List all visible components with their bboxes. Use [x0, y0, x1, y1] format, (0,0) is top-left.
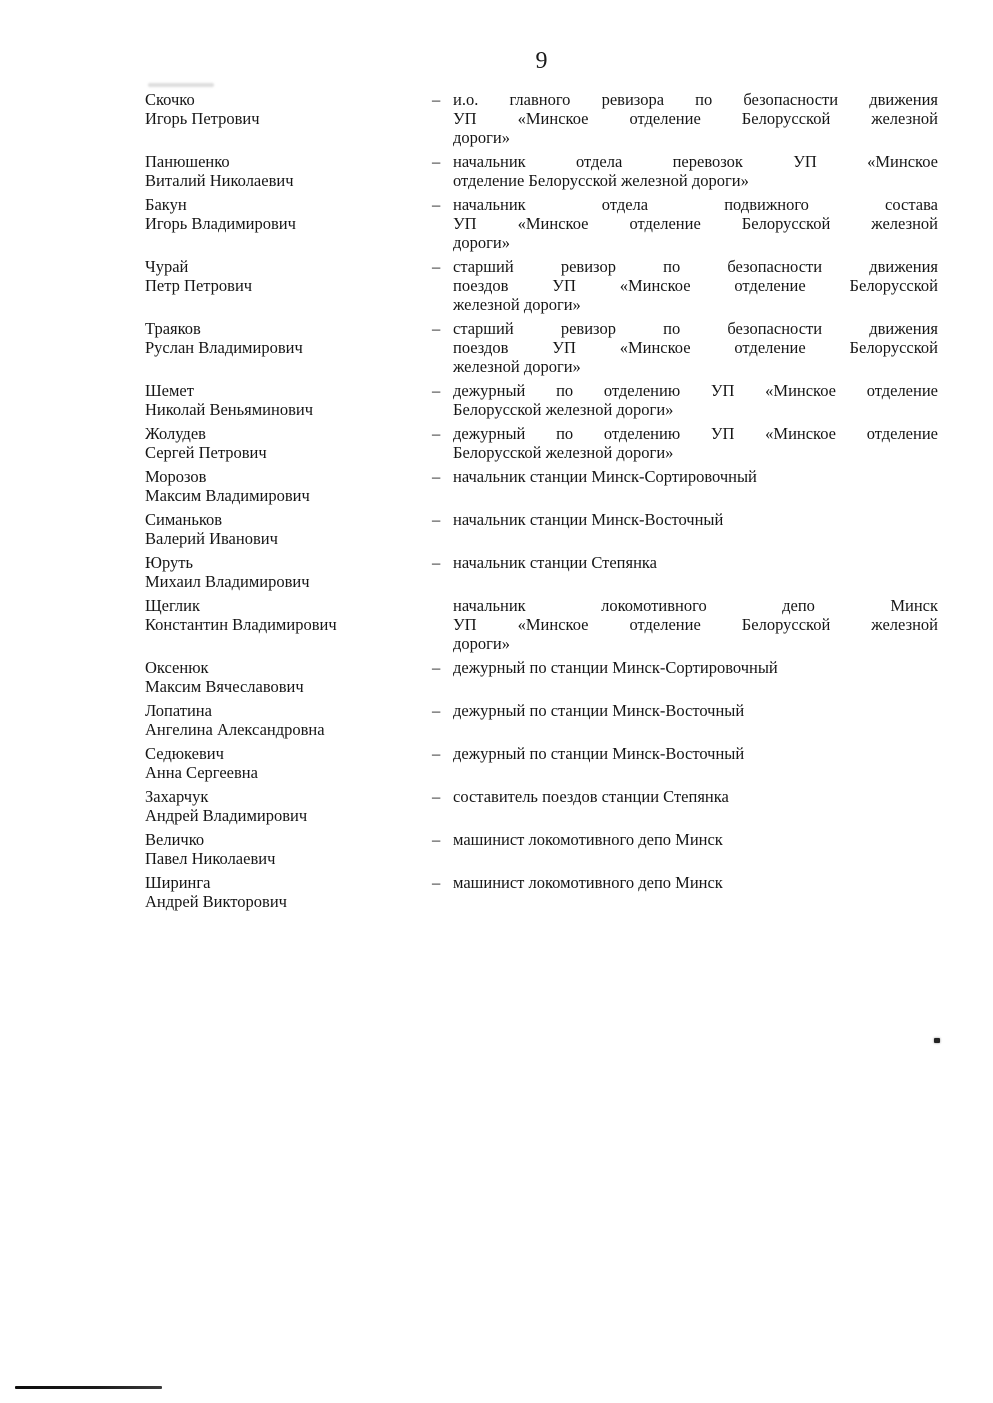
roster-row — [145, 744, 938, 782]
person-surname: Симаньков — [145, 510, 223, 529]
person-surname: Бакун — [145, 195, 187, 214]
roster-row — [145, 195, 938, 252]
person-name — [145, 90, 432, 147]
position-cell — [432, 873, 938, 911]
position-cell — [432, 195, 938, 252]
position-text — [453, 90, 938, 147]
position-line: железной дороги» — [453, 357, 581, 376]
position-text — [453, 873, 938, 892]
roster-row — [145, 787, 938, 825]
position-cell — [432, 701, 938, 739]
position-cell — [432, 381, 938, 419]
roster-row — [145, 830, 938, 868]
position-line: дороги» — [453, 634, 510, 653]
position-text — [453, 658, 938, 677]
page-number: 9 — [535, 48, 548, 74]
roster-row — [145, 152, 938, 190]
person-given-names: Андрей Викторович — [145, 892, 287, 911]
position-cell — [432, 152, 938, 190]
position-dash: – — [432, 510, 441, 529]
position-dash: – — [432, 467, 441, 486]
position-text — [453, 152, 938, 190]
person-name — [145, 553, 432, 591]
person-given-names: Сергей Петрович — [145, 443, 267, 462]
person-name — [145, 381, 432, 419]
person-given-names: Павел Николаевич — [145, 849, 276, 868]
position-cell — [432, 510, 938, 548]
person-name — [145, 873, 432, 911]
position-line: УП «Минское отделение Белорусской железной — [453, 109, 938, 128]
person-given-names: Анна Сергеевна — [145, 763, 258, 782]
position-dash: – — [432, 319, 441, 338]
position-dash: – — [432, 152, 441, 171]
position-text — [453, 744, 938, 763]
position-line: отделение Белорусской железной дороги» — [453, 171, 749, 190]
position-line: железной дороги» — [453, 295, 581, 314]
person-name — [145, 195, 432, 252]
person-surname: Юруть — [145, 553, 193, 572]
person-given-names: Максим Владимирович — [145, 486, 310, 505]
roster-row — [145, 90, 938, 147]
position-line: дороги» — [453, 233, 510, 252]
person-surname: Лопатина — [145, 701, 212, 720]
position-line: дежурный по отделению УП «Минское отделение — [453, 424, 938, 443]
person-name — [145, 257, 432, 314]
person-surname: Щеглик — [145, 596, 200, 615]
person-name — [145, 744, 432, 782]
scan-artifact-smudge — [148, 83, 214, 87]
person-name — [145, 467, 432, 505]
position-text — [453, 701, 938, 720]
position-text — [453, 787, 938, 806]
roster-row — [145, 553, 938, 591]
person-given-names: Константин Владимирович — [145, 615, 337, 634]
position-line: дежурный по станции Минск-Сортировочный — [453, 658, 778, 677]
position-line: машинист локомотивного депо Минск — [453, 873, 723, 892]
person-surname: Морозов — [145, 467, 207, 486]
position-line: старший ревизор по безопасности движения — [453, 319, 938, 338]
scan-artifact-speck — [934, 1038, 940, 1043]
position-line: старший ревизор по безопасности движения — [453, 257, 938, 276]
roster-row — [145, 381, 938, 419]
position-cell — [432, 257, 938, 314]
position-line: начальник станции Минск-Восточный — [453, 510, 724, 529]
position-cell — [432, 830, 938, 868]
position-cell — [432, 553, 938, 591]
position-text — [453, 195, 938, 252]
roster-row — [145, 319, 938, 376]
position-dash: – — [432, 381, 441, 400]
position-text — [453, 553, 938, 572]
position-line: дежурный по отделению УП «Минское отделение — [453, 381, 938, 400]
position-cell — [432, 467, 938, 505]
person-surname: Седюкевич — [145, 744, 224, 763]
person-name — [145, 319, 432, 376]
position-text — [453, 319, 938, 376]
position-line: поездов УП «Минское отделение Белорусской — [453, 338, 938, 357]
person-surname: Оксенюк — [145, 658, 209, 677]
person-surname: Захарчук — [145, 787, 209, 806]
roster-row — [145, 467, 938, 505]
roster-row — [145, 510, 938, 548]
person-name — [145, 424, 432, 462]
position-dash: – — [432, 873, 441, 892]
position-line: начальник станции Минск-Сортировочный — [453, 467, 757, 486]
person-surname: Траяков — [145, 319, 201, 338]
position-dash: – — [432, 701, 441, 720]
roster-list — [145, 90, 938, 916]
person-given-names: Петр Петрович — [145, 276, 253, 295]
person-name — [145, 510, 432, 548]
position-text — [453, 596, 938, 653]
position-text — [453, 424, 938, 462]
position-text — [453, 381, 938, 419]
roster-row — [145, 658, 938, 696]
person-given-names: Ангелина Александровна — [145, 720, 325, 739]
roster-row — [145, 596, 938, 653]
position-cell — [432, 424, 938, 462]
person-surname: Жолудев — [145, 424, 206, 443]
position-line: Белорусской железной дороги» — [453, 443, 674, 462]
position-line: УП «Минское отделение Белорусской железной — [453, 615, 938, 634]
person-surname: Панюшенко — [145, 152, 230, 171]
person-given-names: Николай Веньяминович — [145, 400, 314, 419]
position-dash: – — [432, 90, 441, 109]
position-line: составитель поездов станции Степянка — [453, 787, 729, 806]
position-line: дежурный по станции Минск-Восточный — [453, 744, 745, 763]
person-surname: Чурай — [145, 257, 189, 276]
person-surname: Скочко — [145, 90, 195, 109]
position-line: начальник локомотивного депо Минск — [453, 596, 938, 615]
position-text — [453, 510, 938, 529]
person-surname: Величко — [145, 830, 205, 849]
position-line: начальник отдела подвижного состава — [453, 195, 938, 214]
position-cell — [432, 596, 938, 653]
position-line: дороги» — [453, 128, 510, 147]
position-dash: – — [432, 744, 441, 763]
person-name — [145, 701, 432, 739]
position-line: машинист локомотивного депо Минск — [453, 830, 723, 849]
position-text — [453, 467, 938, 486]
position-line: дежурный по станции Минск-Восточный — [453, 701, 745, 720]
position-cell — [432, 90, 938, 147]
roster-row — [145, 701, 938, 739]
position-dash: – — [432, 658, 441, 677]
roster-row — [145, 257, 938, 314]
person-name — [145, 658, 432, 696]
position-line: поездов УП «Минское отделение Белорусской — [453, 276, 938, 295]
person-given-names: Виталий Николаевич — [145, 171, 294, 190]
position-dash: – — [432, 257, 441, 276]
position-dash: – — [432, 787, 441, 806]
position-line: начальник станции Степянка — [453, 553, 657, 572]
position-cell — [432, 658, 938, 696]
position-line: и.о. главного ревизора по безопасности движения — [453, 90, 938, 109]
person-surname: Шемет — [145, 381, 194, 400]
position-cell — [432, 787, 938, 825]
position-text — [453, 830, 938, 849]
position-dash: – — [432, 195, 441, 214]
person-given-names: Андрей Владимирович — [145, 806, 308, 825]
person-name — [145, 596, 432, 653]
position-dash: – — [432, 424, 441, 443]
person-given-names: Максим Вячеславович — [145, 677, 304, 696]
position-dash: – — [432, 553, 441, 572]
person-given-names: Михаил Владимирович — [145, 572, 310, 591]
scan-artifact-line — [15, 1386, 162, 1389]
person-given-names: Игорь Владимирович — [145, 214, 296, 233]
person-name — [145, 787, 432, 825]
position-dash: – — [432, 830, 441, 849]
position-line: Белорусской железной дороги» — [453, 400, 674, 419]
position-cell — [432, 744, 938, 782]
person-name — [145, 152, 432, 190]
position-line: УП «Минское отделение Белорусской железной — [453, 214, 938, 233]
person-name — [145, 830, 432, 868]
person-given-names: Игорь Петрович — [145, 109, 260, 128]
roster-row — [145, 873, 938, 911]
person-given-names: Валерий Иванович — [145, 529, 278, 548]
position-cell — [432, 319, 938, 376]
position-line: начальник отдела перевозок УП «Минское — [453, 152, 938, 171]
person-surname: Ширинга — [145, 873, 211, 892]
position-text — [453, 257, 938, 314]
person-given-names: Руслан Владимирович — [145, 338, 303, 357]
roster-row — [145, 424, 938, 462]
